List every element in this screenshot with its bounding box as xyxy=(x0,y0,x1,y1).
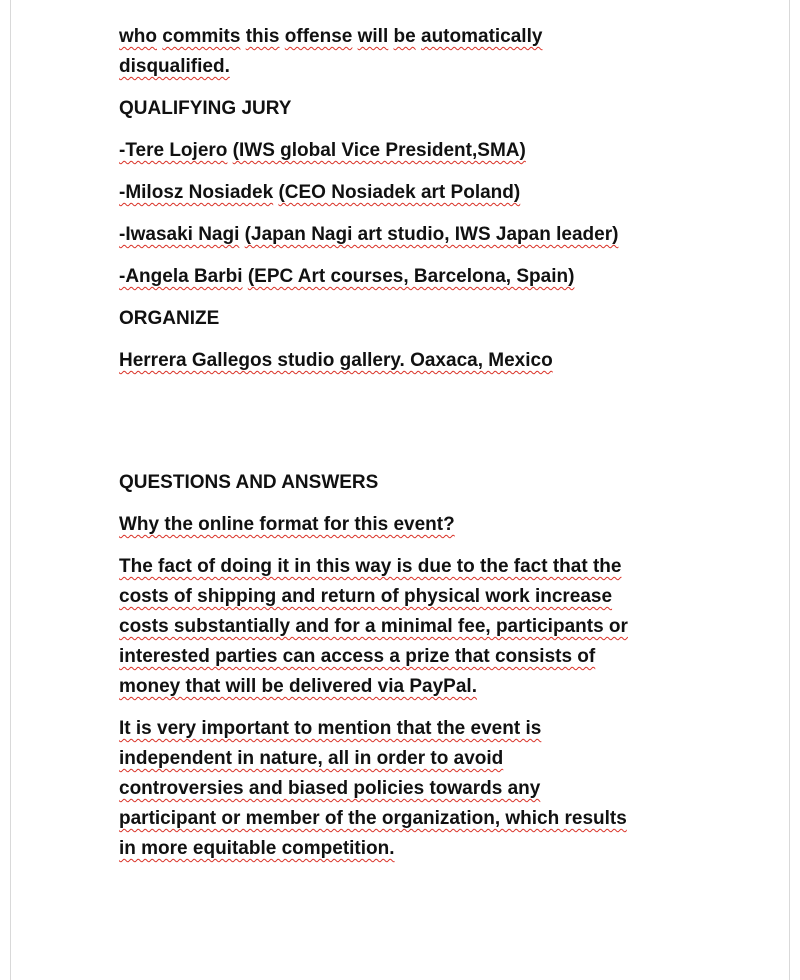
jury-member-detail: (EPC Art courses, Barcelona, Spain) xyxy=(247,266,575,287)
qa-answer-line xyxy=(119,642,709,672)
word: offense xyxy=(284,26,353,47)
qa-note-text: controversies and biased policies towards any xyxy=(119,778,541,799)
qa-note-line xyxy=(119,774,709,804)
organizer-line xyxy=(119,346,709,376)
organizer-text: Herrera Gallegos studio gallery. Oaxaca, Mexico xyxy=(119,350,553,371)
word: automatically xyxy=(421,26,543,47)
jury-member-name: -Tere Lojero xyxy=(119,140,228,161)
qa-note-line xyxy=(119,834,709,864)
jury-member-name: -Iwasaki Nagi xyxy=(119,224,240,245)
intro-line-2 xyxy=(119,52,709,82)
qa-answer-text: costs substantially and for a minimal fee, participants or xyxy=(119,616,628,637)
qa-heading: QUESTIONS AND ANSWERS xyxy=(119,472,379,493)
qa-answer-line xyxy=(119,612,709,642)
qa-answer-line xyxy=(119,552,709,582)
qa-note-line xyxy=(119,744,709,774)
qa-note-text: participant or member of the organization, which results xyxy=(119,808,627,829)
jury-member-3 xyxy=(119,220,709,250)
qa-note-text: independent in nature, all in order to avoid xyxy=(119,748,504,769)
intro-line-1 xyxy=(119,22,709,52)
jury-member-4 xyxy=(119,262,709,292)
intro-line-2-text: disqualified. xyxy=(119,56,230,77)
qa-answer-text: The fact of doing it in this way is due to the fact that the xyxy=(119,556,622,577)
page-left-edge xyxy=(10,0,11,980)
qa-question xyxy=(119,510,709,540)
qa-answer-line xyxy=(119,672,709,702)
jury-member-name: -Milosz Nosiadek xyxy=(119,182,274,203)
qa-note-line xyxy=(119,714,709,744)
page-right-edge xyxy=(789,0,790,980)
document-body xyxy=(119,22,709,864)
jury-heading: QUALIFYING JURY xyxy=(119,98,292,119)
qa-note-text: It is very important to mention that the event is xyxy=(119,718,542,739)
qa-answer-text: costs of shipping and return of physical work increase xyxy=(119,586,613,607)
word: commits xyxy=(162,26,241,47)
qa-note-text: in more equitable competition. xyxy=(119,838,395,859)
word: who xyxy=(119,26,157,47)
qa-answer-text: money that will be delivered via PayPal. xyxy=(119,676,477,697)
word: be xyxy=(393,26,416,47)
jury-member-detail: (CEO Nosiadek art Poland) xyxy=(278,182,521,203)
jury-member-1 xyxy=(119,136,709,166)
qa-answer-text: interested parties can access a prize that consists of xyxy=(119,646,596,667)
word: will xyxy=(357,26,389,47)
jury-member-detail: (Japan Nagi art studio, IWS Japan leader) xyxy=(244,224,619,245)
jury-member-name: -Angela Barbi xyxy=(119,266,243,287)
jury-member-2 xyxy=(119,178,709,208)
word: this xyxy=(245,26,280,47)
jury-member-detail: (IWS global Vice President,SMA) xyxy=(232,140,526,161)
qa-answer-line xyxy=(119,582,709,612)
qa-note-line xyxy=(119,804,709,834)
organize-heading: ORGANIZE xyxy=(119,308,220,329)
qa-question-text: Why the online format for this event? xyxy=(119,514,455,535)
